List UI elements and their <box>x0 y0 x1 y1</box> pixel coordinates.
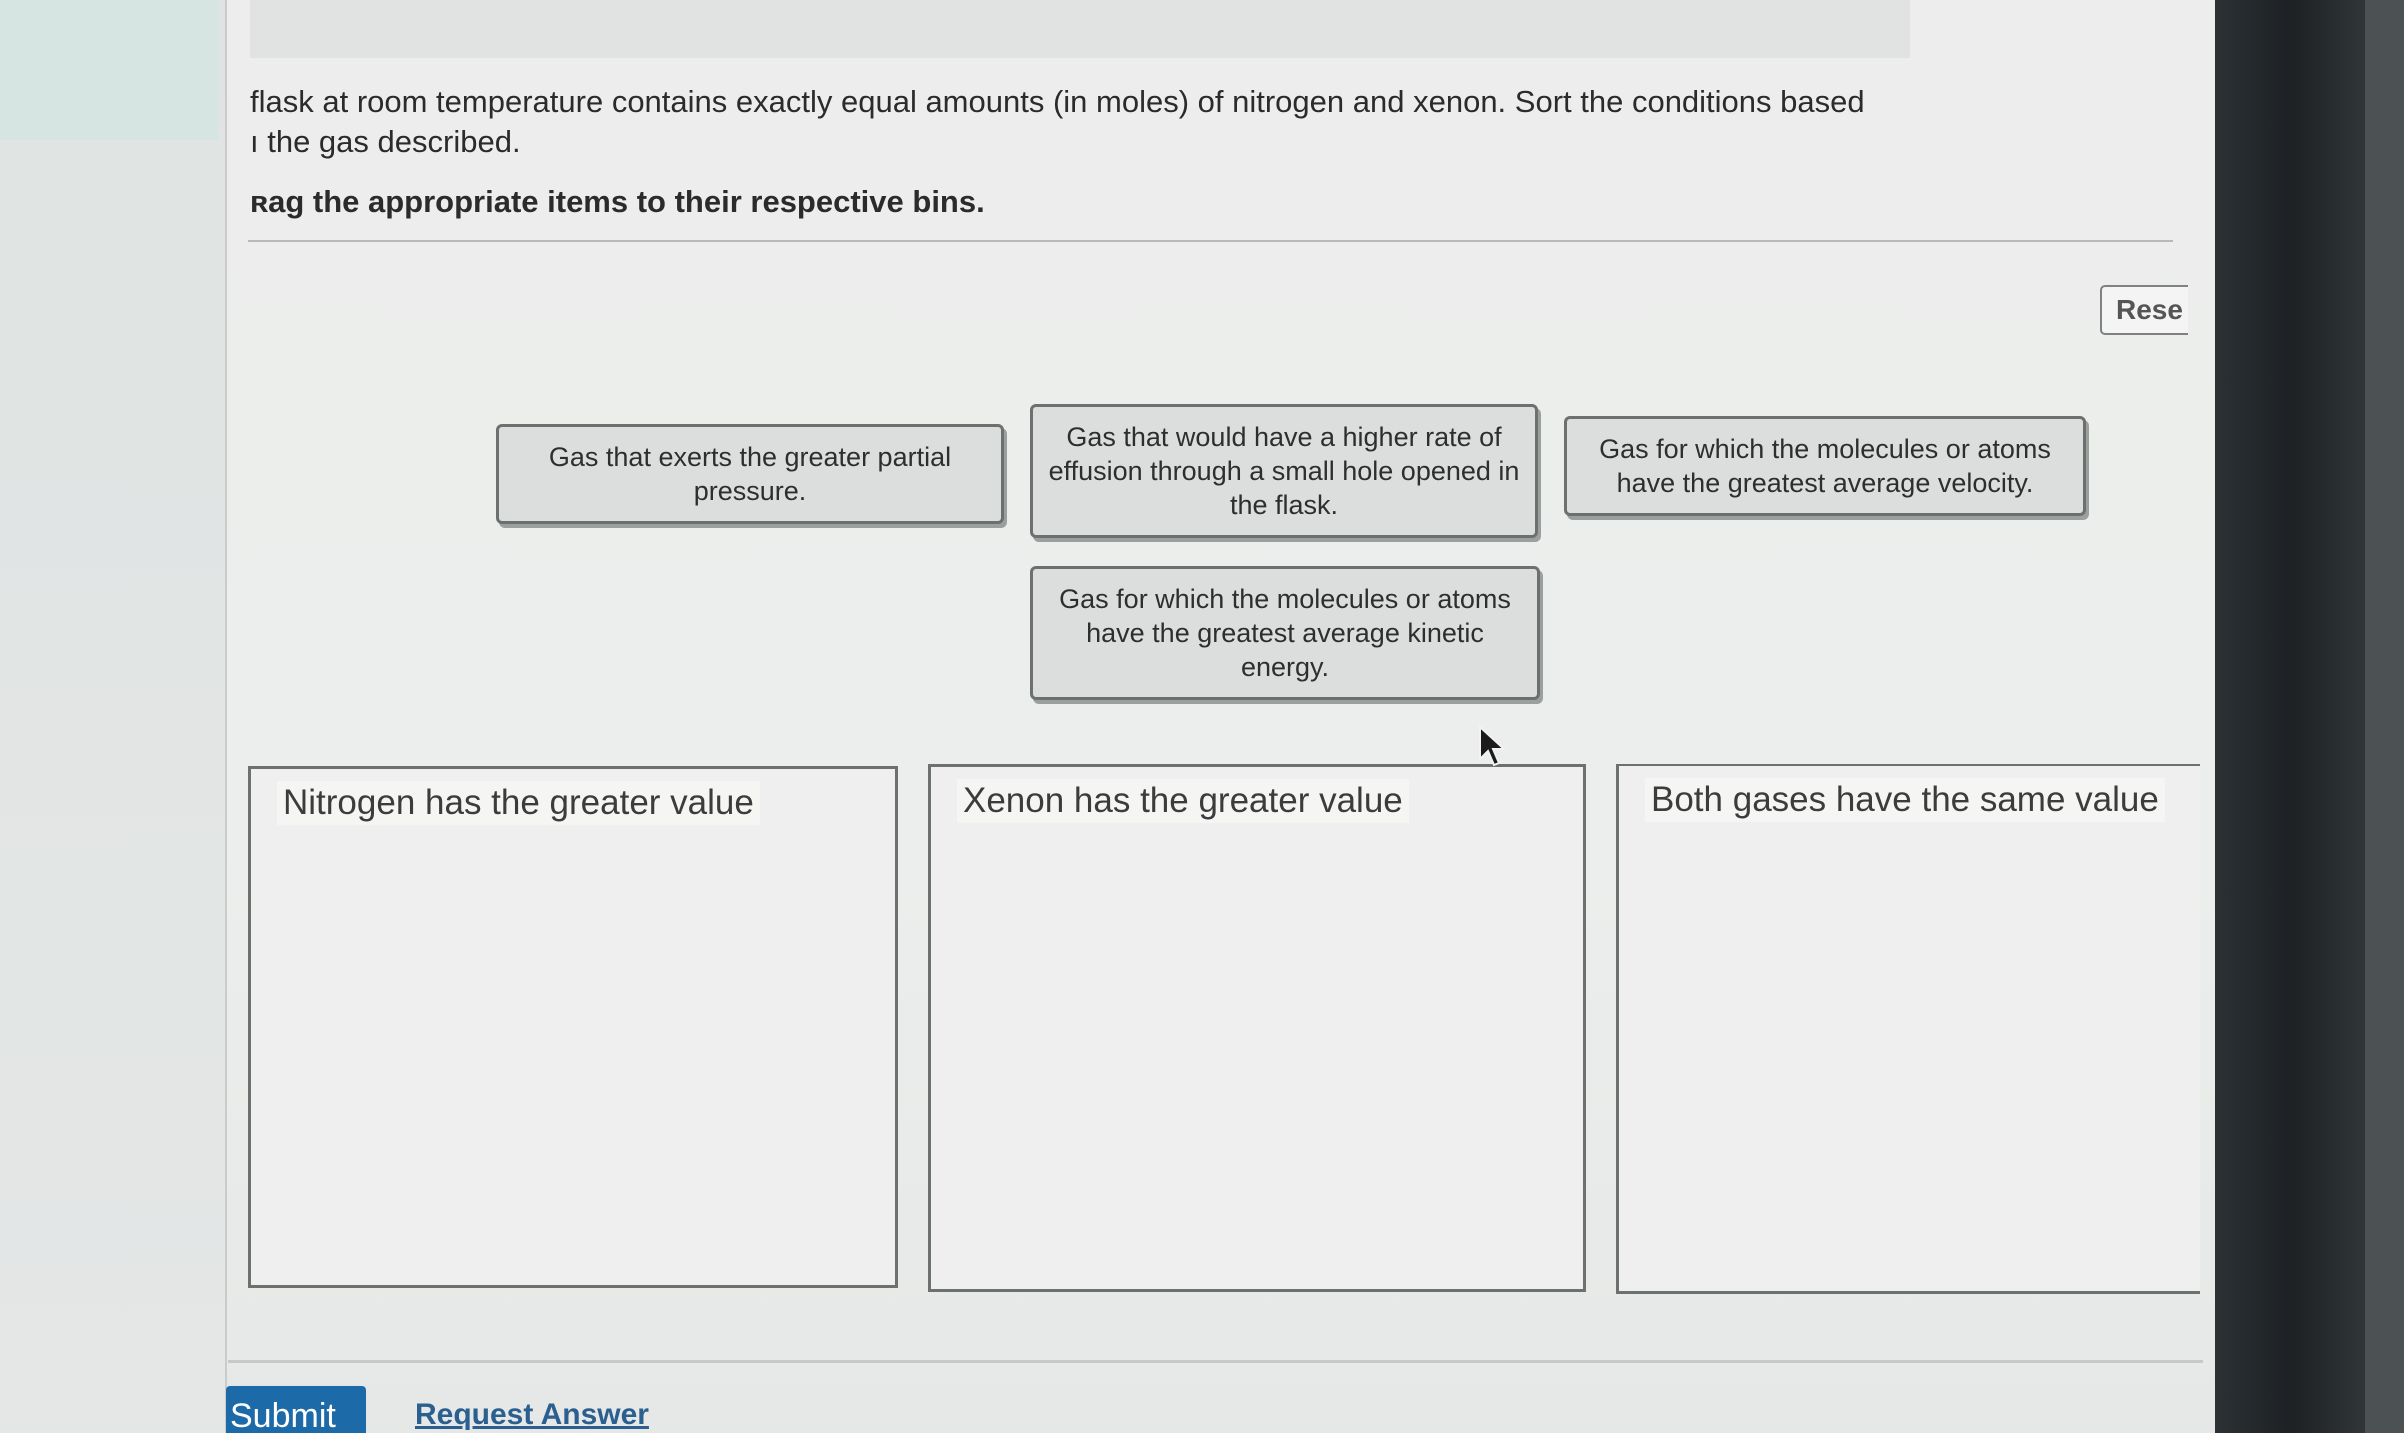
bin-label: Nitrogen has the greater value <box>277 781 760 825</box>
bin-label: Xenon has the greater value <box>957 779 1409 823</box>
chip-average-velocity[interactable] <box>1564 416 2086 516</box>
drag-hint: ʀag the appropriate items to their respective bins. <box>250 184 985 219</box>
chip-text: Gas for which the molecules or atoms have the greatest average velocity. <box>1599 434 2051 498</box>
request-answer-link[interactable]: Request Answer <box>415 1398 649 1431</box>
screen-bezel <box>2215 0 2404 1433</box>
chip-text: Gas that would have a higher rate of effusion through a small hole opened in the flask. <box>1048 422 1520 520</box>
bezel-edge <box>2365 0 2404 1433</box>
submit-button[interactable]: Submit <box>226 1386 366 1433</box>
mouse-cursor-icon <box>1478 725 1508 769</box>
chip-text: Gas for which the molecules or atoms have the greatest average kinetic energy. <box>1059 584 1511 682</box>
chip-effusion-rate[interactable] <box>1030 404 1538 538</box>
instruction-line-2: ı the gas described. <box>250 124 521 159</box>
left-tile <box>0 0 218 140</box>
bin-nitrogen[interactable] <box>248 766 898 1288</box>
bin-both-same[interactable] <box>1616 764 2200 1294</box>
chip-kinetic-energy[interactable] <box>1030 566 1540 700</box>
chip-partial-pressure[interactable] <box>496 424 1004 524</box>
divider <box>248 240 2173 242</box>
chip-text: Gas that exerts the greater partial pressure. <box>548 442 952 506</box>
top-strip <box>250 0 1910 58</box>
bin-label: Both gases have the same value <box>1645 778 2165 822</box>
bin-xenon[interactable] <box>928 764 1586 1292</box>
reset-button[interactable]: Rese <box>2100 285 2188 335</box>
instruction-line-1: flask at room temperature contains exactly equal amounts (in moles) of nitrogen and xenon. Sort the conditions based <box>250 84 1865 119</box>
left-gutter <box>0 0 225 1433</box>
footer-divider <box>228 1360 2203 1363</box>
instructions <box>250 82 1900 222</box>
